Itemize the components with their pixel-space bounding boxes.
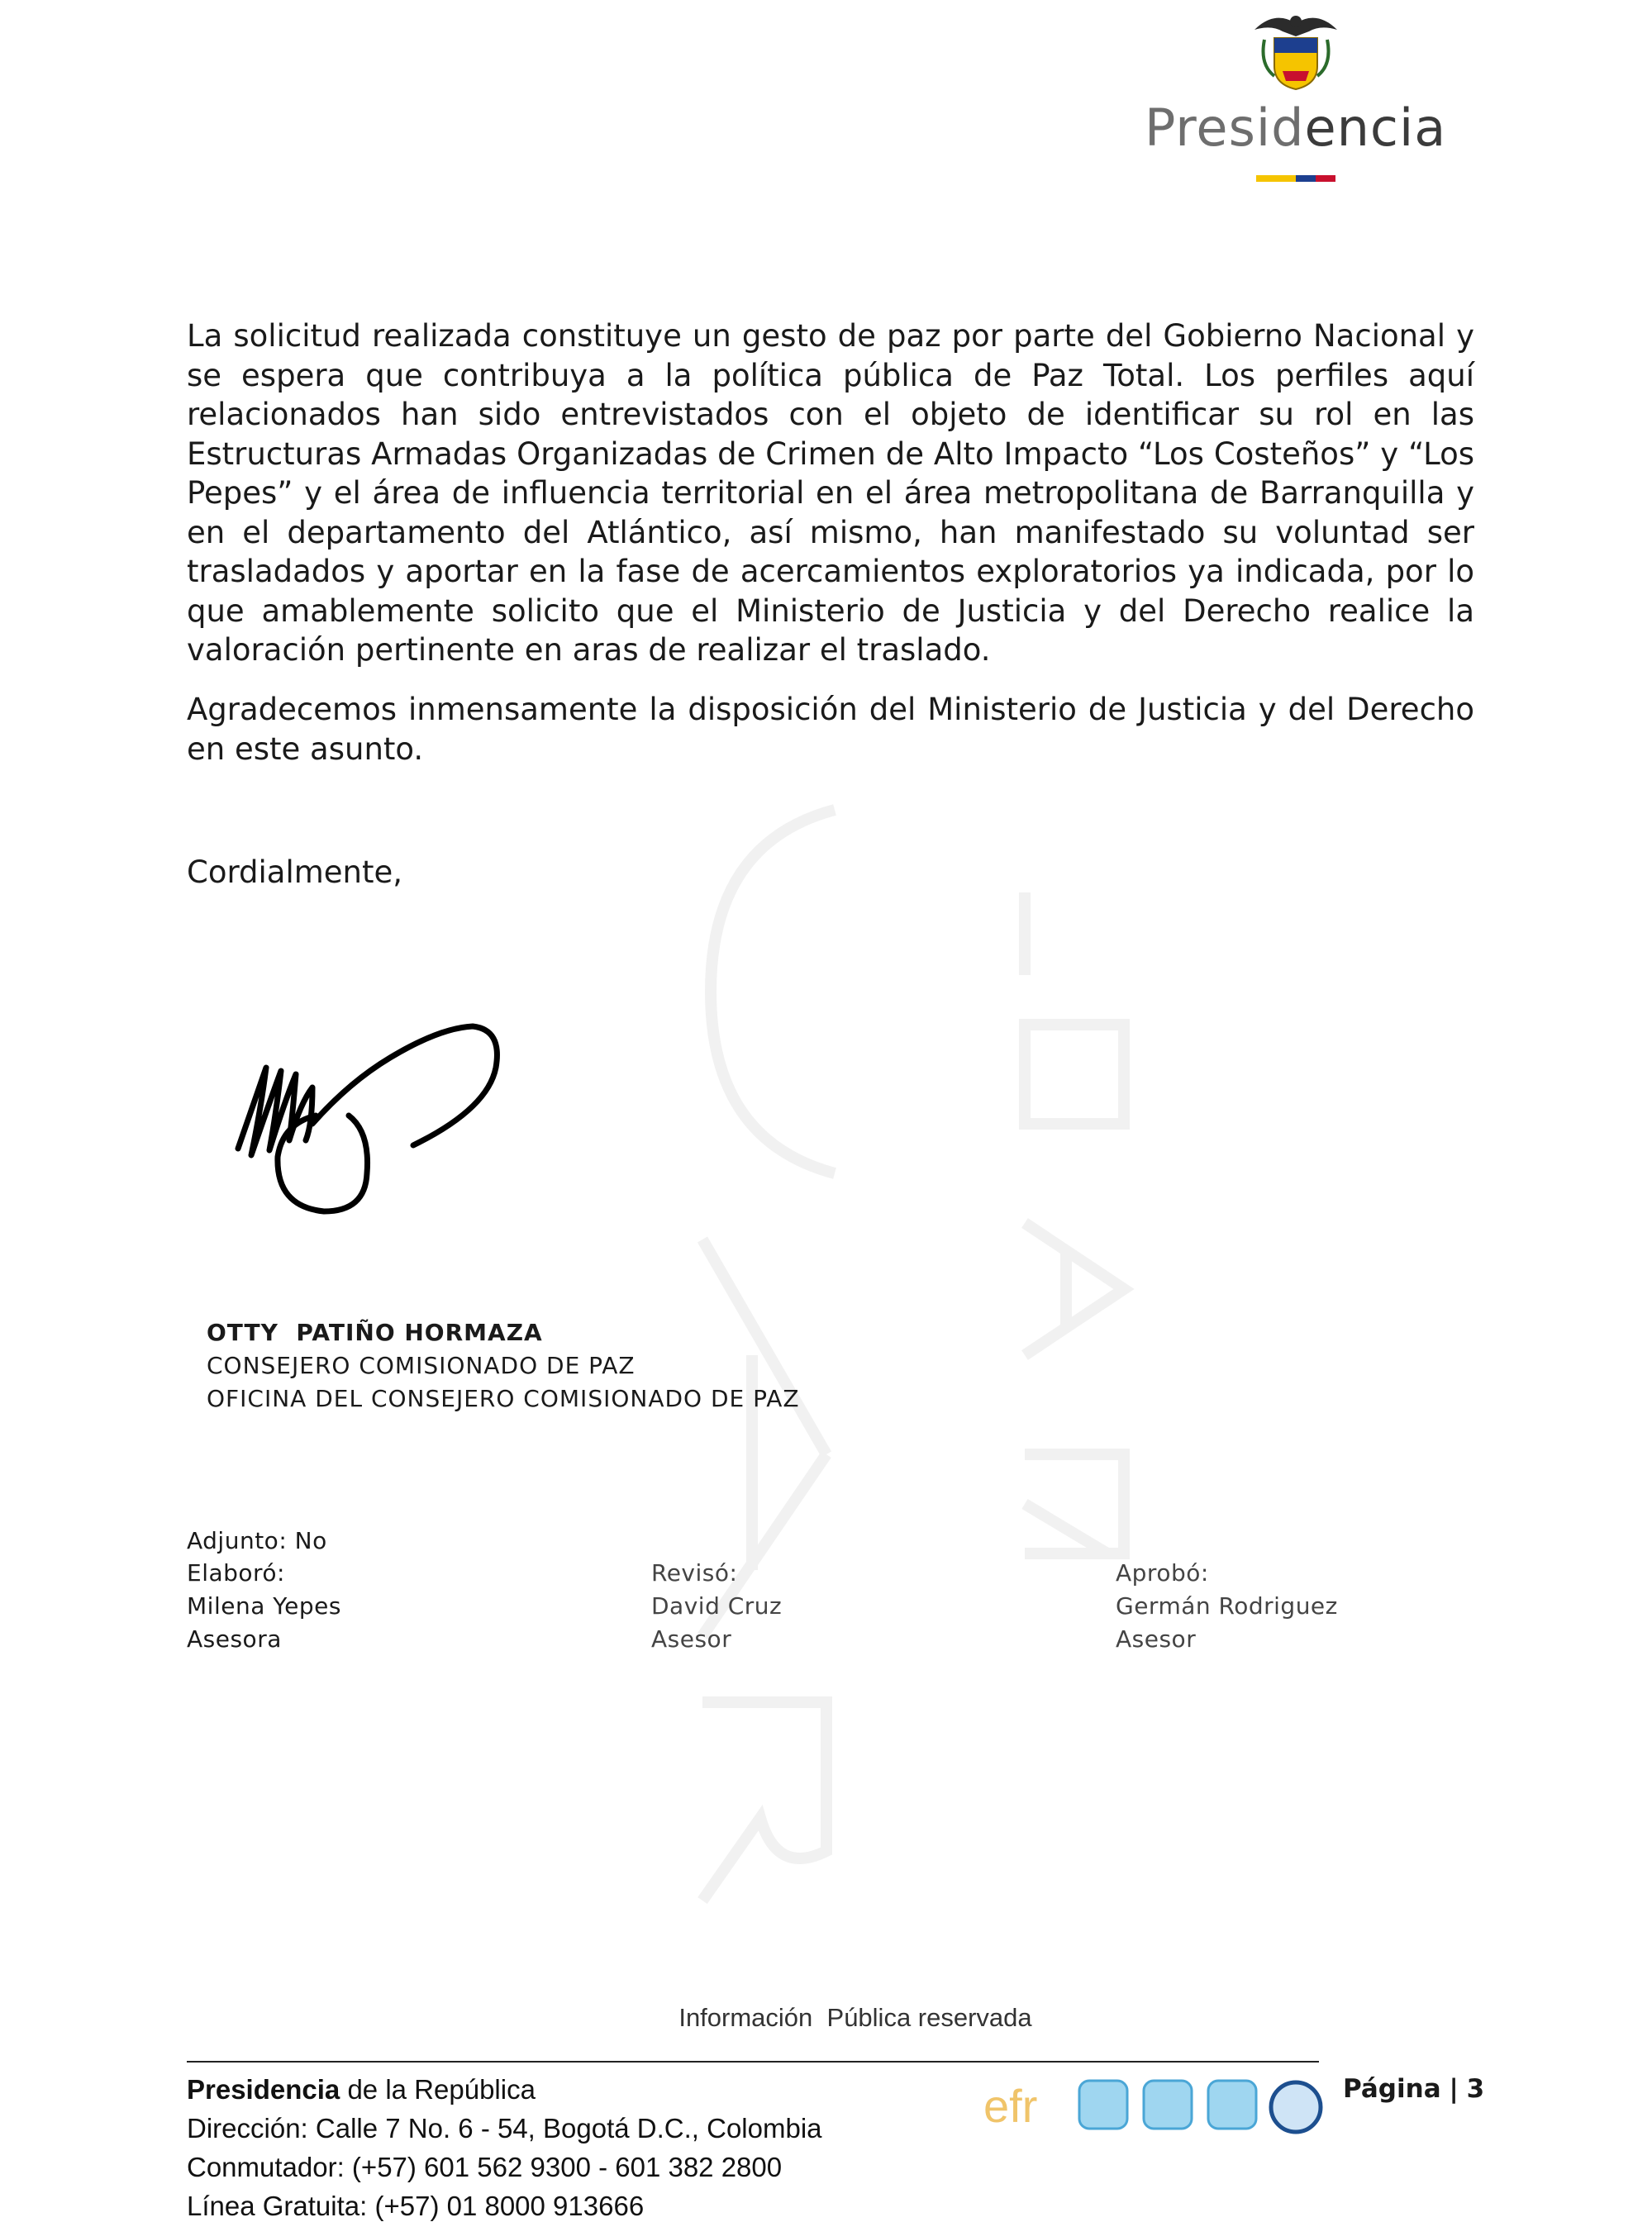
colombia-flag-stripe bbox=[1256, 175, 1335, 182]
handwritten-signature bbox=[233, 1016, 506, 1223]
body-paragraph: Agradecemos inmensamente la disposición del Ministerio de Justicia y del Derecho en este asunto. bbox=[187, 692, 1474, 767]
footer-organization: Presidencia de la República bbox=[187, 2074, 536, 2105]
footer-toll-free: Línea Gratuita: (+57) 01 8000 913666 bbox=[187, 2191, 645, 2221]
certification-logos bbox=[983, 2067, 1331, 2147]
signer-name: OTTY PATIÑO HORMAZA bbox=[207, 1319, 543, 1346]
caracol-radio-watermark bbox=[678, 777, 1140, 1934]
body-paragraph: La solicitud realizada constituye un gesto de paz por parte del Gobierno Nacional y se espera que contribuya a la política pública de Paz Total. Los perfiles aquí relacionados han sido entrevistados con el objeto de identificar su rol en las Estructuras Armadas Organizadas de Crimen de Alto Impacto “Los Costeños” y “Los Pepes” y el área de influencia territorial en el área metropolitana de Barranquilla y en el departamento del Atlántico, así mismo, han manifestado su voluntad ser trasladados y aportar en la fase de acercamientos exploratorios ya indicada, por lo que amablemente solicito que el Ministerio de Justicia y del Derecho realice la valoración pertinente en aras de realizar el traslado. bbox=[187, 318, 1474, 668]
classification-note: Información Pública reservada bbox=[678, 2003, 1032, 2032]
closing-salutation: Cordialmente, bbox=[187, 854, 403, 890]
colombia-coat-of-arms-logo bbox=[1250, 7, 1342, 93]
efr-logo-text: efr bbox=[983, 2080, 1038, 2132]
signer-title: CONSEJERO COMISIONADO DE PAZ bbox=[207, 1352, 636, 1379]
prepared-by-role: Asesora bbox=[187, 1625, 282, 1653]
prepared-by-name: Milena Yepes bbox=[187, 1592, 341, 1620]
reviewed-by-label: Revisó: bbox=[651, 1559, 738, 1587]
approved-by-name: Germán Rodriguez bbox=[1116, 1592, 1338, 1620]
footer-divider bbox=[187, 2061, 1319, 2063]
reviewed-by-name: David Cruz bbox=[651, 1592, 783, 1620]
reviewed-by-role: Asesor bbox=[651, 1625, 732, 1653]
cert-badge-icon bbox=[1208, 2081, 1256, 2129]
presidencia-wordmark: Presidencia bbox=[1145, 98, 1447, 158]
page-number: Página | 3 bbox=[1343, 2074, 1485, 2104]
approved-by-label: Aprobó: bbox=[1116, 1559, 1209, 1587]
cert-badge-icon bbox=[1144, 2081, 1192, 2129]
prepared-by-label: Elaboró: bbox=[187, 1559, 285, 1587]
cert-badge-icon bbox=[1079, 2081, 1127, 2129]
attachment-line: Adjunto: No bbox=[187, 1527, 327, 1554]
footer-address: Dirección: Calle 7 No. 6 - 54, Bogotá D.C., Colombia bbox=[187, 2113, 822, 2143]
signer-office: OFICINA DEL CONSEJERO COMISIONADO DE PAZ bbox=[207, 1385, 800, 1412]
iqnet-badge-icon bbox=[1271, 2082, 1321, 2132]
approved-by-role: Asesor bbox=[1116, 1625, 1197, 1653]
footer-phone: Conmutador: (+57) 601 562 9300 - 601 382 2800 bbox=[187, 2152, 783, 2182]
